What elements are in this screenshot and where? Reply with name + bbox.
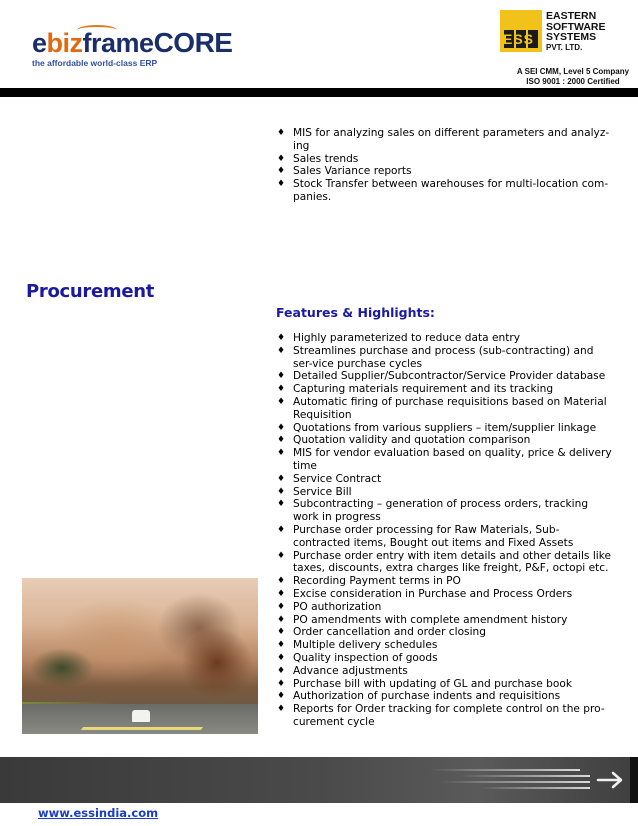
feature-item: ♦ Order cancellation and order closing xyxy=(277,626,612,639)
motion-streaks xyxy=(430,766,620,794)
feature-item: ♦ Service Contract xyxy=(277,473,612,486)
footer-end-block xyxy=(630,757,638,803)
list-item: ♦ Sales trends xyxy=(277,153,612,166)
list-item: ♦ Stock Transfer between warehouses for multi-location com-panies. xyxy=(277,178,612,204)
logo-biz: biz xyxy=(46,28,83,58)
feature-item: ♦ Quotation validity and quotation comparison xyxy=(277,434,612,447)
feature-item: ♦ PO authorization xyxy=(277,601,612,614)
feature-item: ♦ Purchase order entry with item details and other details like taxes, discounts, extra charges like freight, P&F, octopi etc. xyxy=(277,550,612,576)
feature-item: ♦ Reports for Order tracking for complete control on the pro-curement cycle xyxy=(277,703,612,729)
logo-tagline: the affordable world-class ERP xyxy=(32,58,158,68)
website-link[interactable]: www.essindia.com xyxy=(38,806,159,820)
feature-item: ♦ Capturing materials requirement and its tracking xyxy=(277,383,612,396)
feature-item: ♦ Quality inspection of goods xyxy=(277,652,612,665)
feature-item: ♦ Multiple delivery schedules xyxy=(277,639,612,652)
cert-line1: A SEI CMM, Level 5 Company xyxy=(516,67,630,76)
features-title: Features & Highlights: xyxy=(276,305,435,320)
arrow-right-icon xyxy=(596,770,626,790)
logo-swoosh-icon xyxy=(77,25,117,35)
feature-item: ♦ Automatic firing of purchase requisitions based on Material Requisition xyxy=(277,396,612,422)
list-item: ♦ MIS for analyzing sales on different parameters and analyz-ing xyxy=(277,127,612,153)
ess-mark-letters: ESS xyxy=(503,31,535,47)
feature-item: ♦ Streamlines purchase and process (sub-contracting) and ser-vice purchase cycles xyxy=(277,345,612,371)
sales-mis-list xyxy=(277,127,612,204)
feature-item: ♦ Recording Payment terms in PO xyxy=(277,575,612,588)
car-shape xyxy=(132,710,150,722)
certification-text xyxy=(498,67,638,87)
road-photo xyxy=(22,578,258,734)
list-item: ♦ Sales Variance reports xyxy=(277,165,612,178)
feature-item: ♦ Advance adjustments xyxy=(277,665,612,678)
logo-frame: frame xyxy=(82,28,154,58)
header-band xyxy=(0,88,638,97)
ess-name-line1: EASTERN xyxy=(546,10,597,22)
feature-item: ♦ Purchase order processing for Raw Materials, Sub-contracted items, Bought out items and Fixed Assets xyxy=(277,524,612,550)
feature-item: ♦ Authorization of purchase indents and requisitions xyxy=(277,690,612,703)
section-title: Procurement xyxy=(26,281,155,302)
ebizframe-logo xyxy=(32,27,232,68)
logo-wordmark xyxy=(32,27,232,59)
feature-item: ♦ Highly parameterized to reduce data entry xyxy=(277,332,612,345)
feature-item: ♦ MIS for vendor evaluation based on quality, price & delivery time xyxy=(277,447,612,473)
cert-line2: ISO 9001 : 2000 Certified xyxy=(526,77,620,86)
features-list xyxy=(277,332,612,729)
feature-item: ♦ Excise consideration in Purchase and Process Orders xyxy=(277,588,612,601)
ess-name-line2: SOFTWARE xyxy=(546,20,606,33)
ess-mark-icon xyxy=(500,10,542,52)
feature-item: ♦ Detailed Supplier/Subcontractor/Service Provider database xyxy=(277,370,612,383)
feature-item: ♦ Purchase bill with updating of GL and purchase book xyxy=(277,678,612,691)
ess-name-line4: PVT. LTD. xyxy=(546,42,583,52)
feature-item: ♦ PO amendments with complete amendment history xyxy=(277,614,612,627)
feature-item: ♦ Quotations from various suppliers – item/supplier linkage xyxy=(277,422,612,435)
ess-company-name xyxy=(546,11,606,53)
logo-e: e xyxy=(32,28,47,58)
logo-core: CORE xyxy=(153,27,233,58)
ess-name-line3: SYSTEMS xyxy=(546,31,597,43)
feature-item: ♦ Subcontracting – generation of process orders, tracking work in progress xyxy=(277,498,612,524)
feature-item: ♦ Service Bill xyxy=(277,486,612,499)
